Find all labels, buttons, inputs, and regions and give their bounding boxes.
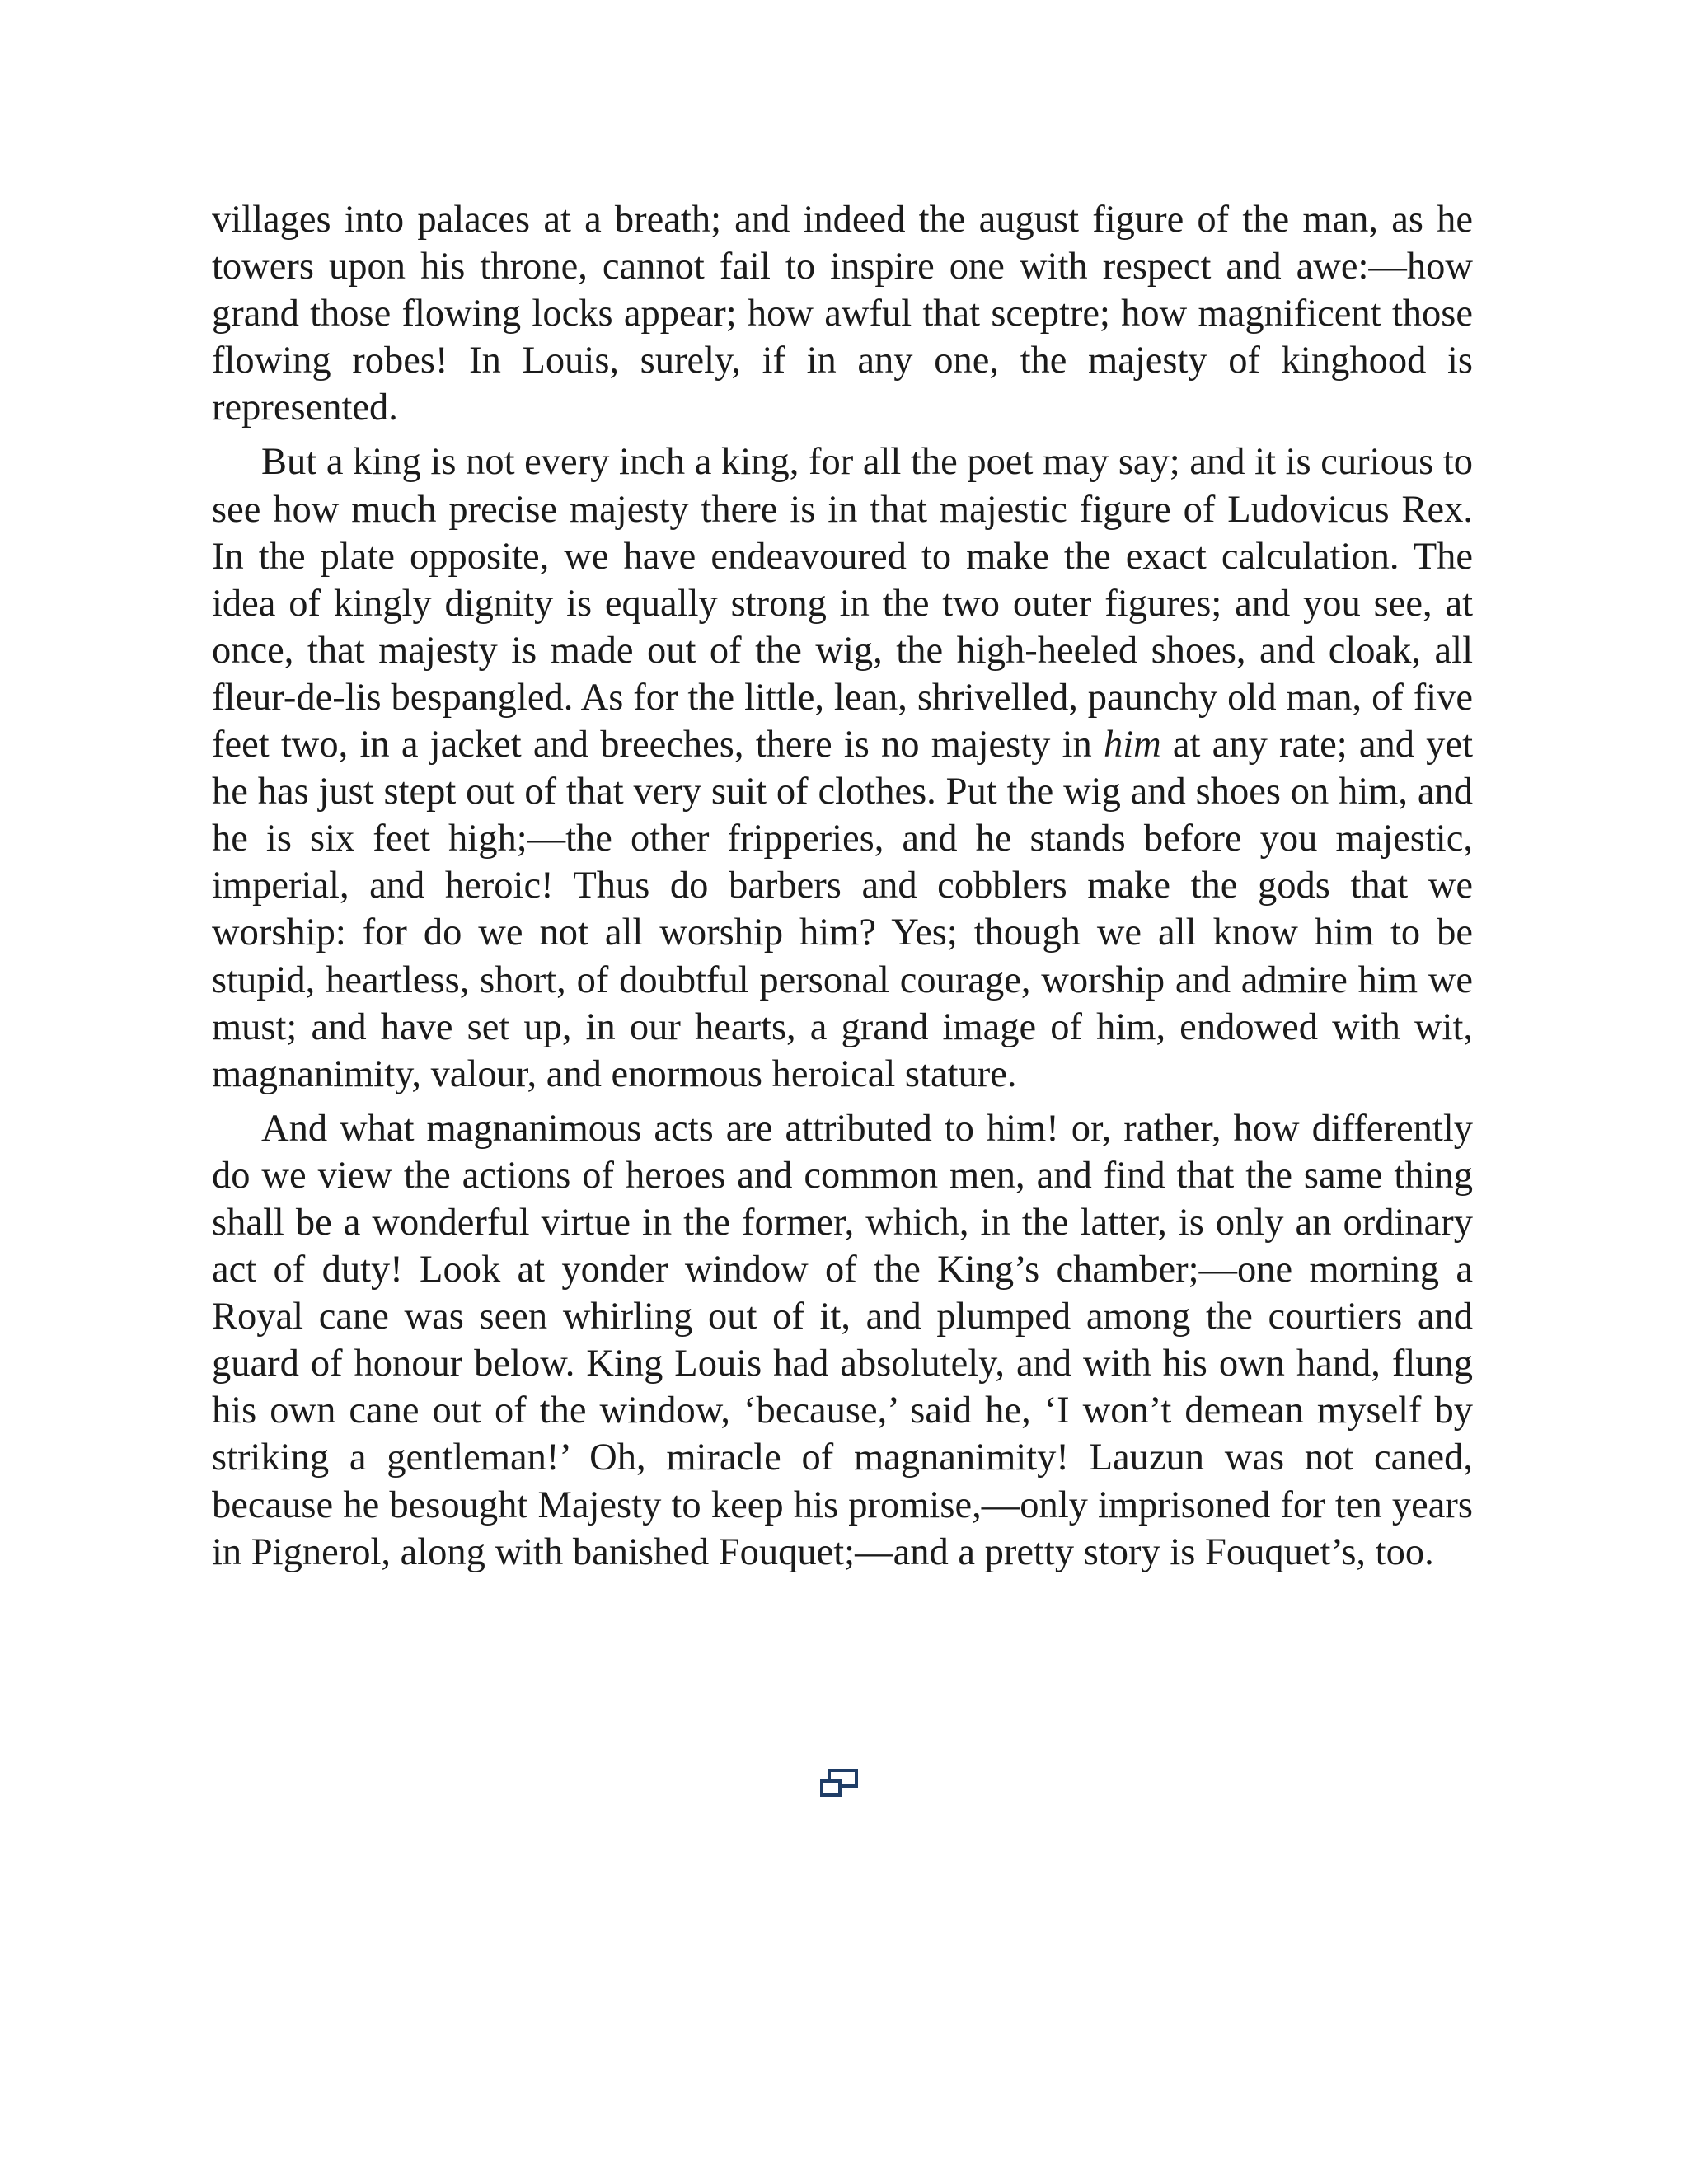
expand-image-icon[interactable]	[819, 1768, 860, 1797]
paragraph-2	[212, 438, 1473, 1097]
paragraph-2-text-a: But a king is not every inch a king, for all the poet may say; and it is curious to see how much precise majesty there is in that majestic figure of Ludovicus Rex. In the plate opposite, we have endeavoured to make the exact calculation. The idea of kingly dignity is equally strong in the two outer figures; and you see, at once, that majesty is made out of the wig, the high-heeled shoes, and cloak, all fleur-de-lis bespangled. As for the little, lean, shrivelled, paunchy old man, of five feet two, in a jacket and breeches, there is no majesty in	[212, 441, 1473, 766]
body-text	[212, 196, 1473, 1583]
emphasis-him: him	[1103, 724, 1161, 766]
paragraph-1-text: villages into palaces at a breath; and indeed the august figure of the man, as he towers upon his throne, cannot fail to inspire one with respect and awe:—how grand those flowing locks appear; how awful that sceptre; how magnificent those flowing robes! In Louis, surely, if in any one, the majesty of kinghood is represented.	[212, 199, 1473, 429]
paragraph-3-text: And what magnanimous acts are attributed to him! or, rather, how differently do we view the actions of heroes and common men, and find that the same thing shall be a wonderful virtue in the former, which, in the latter, is only an ordinary act of duty! Look at yonder window of the King’s chamber;—one morning a Royal cane was seen whirling out of it, and plumped among the courtiers and guard of honour below. King Louis had absolutely, and with his own hand, flung his own cane out of the window, ‘because,’ said he, ‘I won’t demean myself by striking a gentleman!’ Oh, miracle of magnanimity! Lauzun was not caned, because he besought Majesty to keep his promise,—only imprisoned for ten years in Pignerol, along with banished Fouquet;—and a pretty story is Fouquet’s, too.	[212, 1107, 1473, 1573]
paragraph-1	[212, 196, 1473, 431]
paragraph-3	[212, 1105, 1473, 1576]
paragraph-2-text-b: at any rate; and yet he has just stept out of that very suit of clothes. Put the wig and shoes on him, and he is six feet high;—the other fripperies, and he stands before you majestic, imperial, and heroic! Thus do barbers and cobblers make the gods that we worship: for do we not all worship him? Yes; though we all know him to be stupid, heartless, short, of doubtful personal courage, worship and admire him we must; and have set up, in our hearts, a grand image of him, endowed with wit, magnanimity, valour, and enormous heroical stature.	[212, 724, 1473, 1095]
